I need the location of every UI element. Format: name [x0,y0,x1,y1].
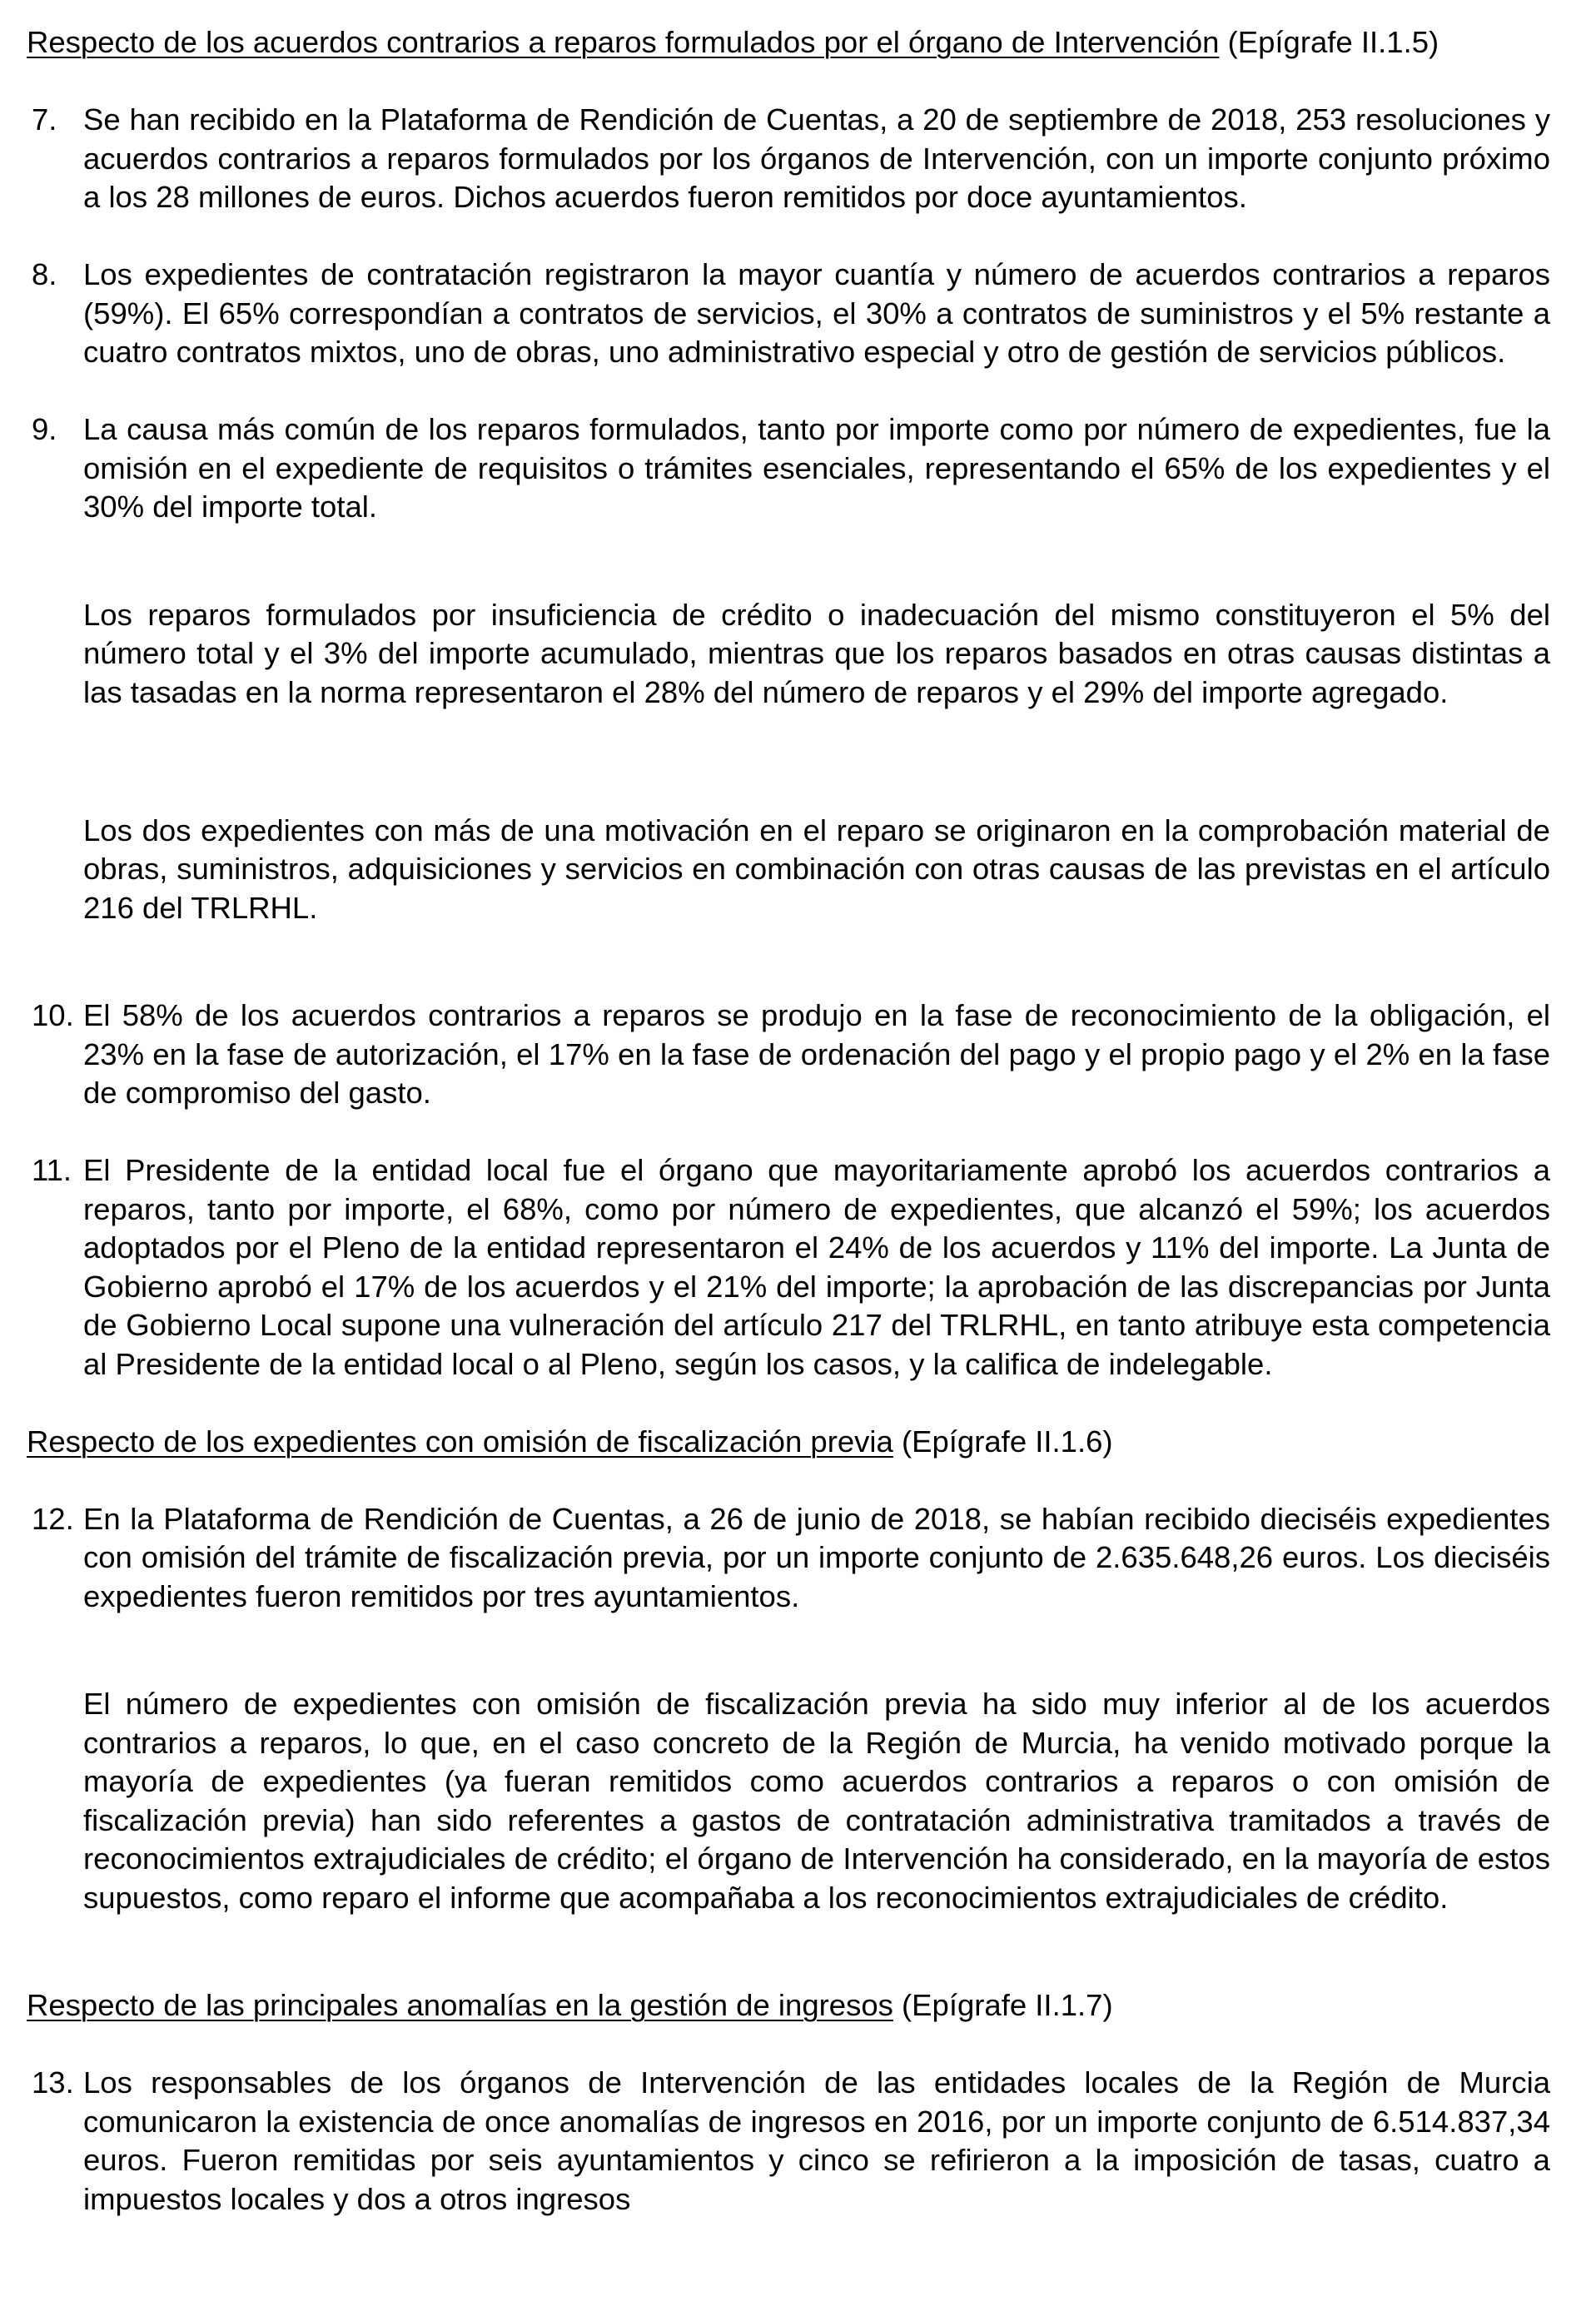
item-number: 10. [32,998,74,1032]
item-paragraph: La causa más común de los reparos formulados, tanto por importe como por número de expedientes, fue la omisión en el expediente de requisitos o trámites esenciales, representando el 65% de los expedientes y el 30% del importe total. [83,412,1550,524]
item-paragraph: Los expedientes de contratación registraron la mayor cuantía y número de acuerdos contrarios a reparos (59%). El 65% correspondían a contratos de servicios, el 30% a contratos de suministros y el 5% restante a cuatro contratos mixtos, uno de obras, uno administrativo especial y otro de gestión de servicios públicos. [83,257,1550,369]
item-paragraph: El Presidente de la entidad local fue el órgano que mayoritariamente aprobó los acuerdos contrarios a reparos, tanto por importe, el 68%, como por número de expedientes, que alcanzó el 59%; los acuerdos adoptados por el Pleno de la entidad representaron el 24% de los acuerdos y 11% del importe. La Junta de Gobierno aprobó el 17% de los acuerdos y el 21% del importe; la aprobación de las discrepancias por Junta de Gobierno Local supone una vulneración del artículo 217 del TRLRHL, en tanto atribuye esta competencia al Presidente de la entidad local o al Pleno, según los casos, y la califica de indelegable. [83,1153,1550,1381]
item-number: 12. [32,1501,74,1536]
section-heading-epigrafe: (Epígrafe II.1.5) [1219,25,1439,59]
section-heading-ii-1-6 [27,1423,1550,1462]
item-paragraph: El 58% de los acuerdos contrarios a reparos se produjo en la fase de reconocimiento de la obligación, el 23% en la fase de autorización, el 17% en la fase de ordenación del pago y el propio pago y el 2% en la fase de compromiso del gasto. [83,998,1550,1110]
item-9-paragraph-3: Los dos expedientes con más de una motivación en el reparo se originaron en la comprobación material de obras, suministros, adquisiciones y servicios en combinación con otras causas de las previstas en el artículo 216 del TRLRHL. [83,813,1550,925]
section-heading-epigrafe: (Epígrafe II.1.6) [892,1424,1113,1459]
item-paragraph: Se han recibido en la Plataforma de Rendición de Cuentas, a 20 de septiembre de 2018, 253 resoluciones y acuerdos contrarios a reparos formulados por los órganos de Intervención, con un importe conjunto próximo a los 28 millones de euros. Dichos acuerdos fueron remitidos por doce ayuntamientos. [83,102,1550,214]
document-page [27,23,1550,2219]
item-number: 7. [32,102,57,137]
section-heading-underlined: Respecto de los expedientes con omisión de fiscalización previa [27,1424,893,1459]
section-heading-ii-1-5 [27,23,1550,62]
item-number: 11. [32,1153,72,1187]
list-item-9 [27,410,1550,527]
item-number: 13. [32,2065,74,2100]
item-12-paragraph-2: El número de expedientes con omisión de fiscalización previa ha sido muy inferior al de los acuerdos contrarios a reparos, lo que, en el caso concreto de la Región de Murcia, ha venido motivado porque la mayoría de expedientes (ya fueran remitidos como acuerdos contrarios a reparos o con omisión de fiscalización previa) han sido referentes a gastos de contratación administrativa tramitados a través de reconocimientos extrajudiciales de crédito; el órgano de Intervención ha considerado, en la mayoría de estos supuestos, como reparo el informe que acompañaba a los reconocimientos extrajudiciales de crédito. [83,1687,1550,1915]
item-number: 8. [32,257,57,291]
list-item-8 [27,256,1550,372]
section-heading-underlined: Respecto de las principales anomalías en la gestión de ingresos [27,1988,893,2022]
section-heading-underlined: Respecto de los acuerdos contrarios a reparos formulados por el órgano de Intervención [27,25,1220,59]
list-item-13 [27,2064,1550,2219]
list-item-7 [27,101,1550,217]
item-9-paragraph-2: Los reparos formulados por insuficiencia de crédito o inadecuación del mismo constituyeron el 5% del número total y el 3% del importe acumulado, mientras que los reparos basados en otras causas distintas a las tasadas en la norma representaron el 28% del número de reparos y el 29% del importe agregado. [83,597,1550,709]
item-paragraph: Los responsables de los órganos de Intervención de las entidades locales de la Región de Murcia comunicaron la existencia de once anomalías de ingresos en 2016, por un importe conjunto de 6.514.837,34 euros. Fueron remitidas por seis ayuntamientos y cinco se refirieron a la imposición de tasas, cuatro a impuestos locales y dos a otros ingresos [83,2065,1550,2216]
section-heading-epigrafe: (Epígrafe II.1.7) [892,1988,1113,2022]
list-item-11 [27,1151,1550,1384]
section-heading-ii-1-7 [27,1986,1550,2025]
item-paragraph: En la Plataforma de Rendición de Cuentas, a 26 de junio de 2018, se habían recibido dieciséis expedientes con omisión del trámite de fiscalización previa, por un importe conjunto de 2.635.648,26 euros. Los dieciséis expedientes fueron remitidos por tres ayuntamientos. [83,1501,1550,1613]
list-item-10 [27,996,1550,1113]
list-item-12 [27,1500,1550,1617]
item-number: 9. [32,412,57,446]
